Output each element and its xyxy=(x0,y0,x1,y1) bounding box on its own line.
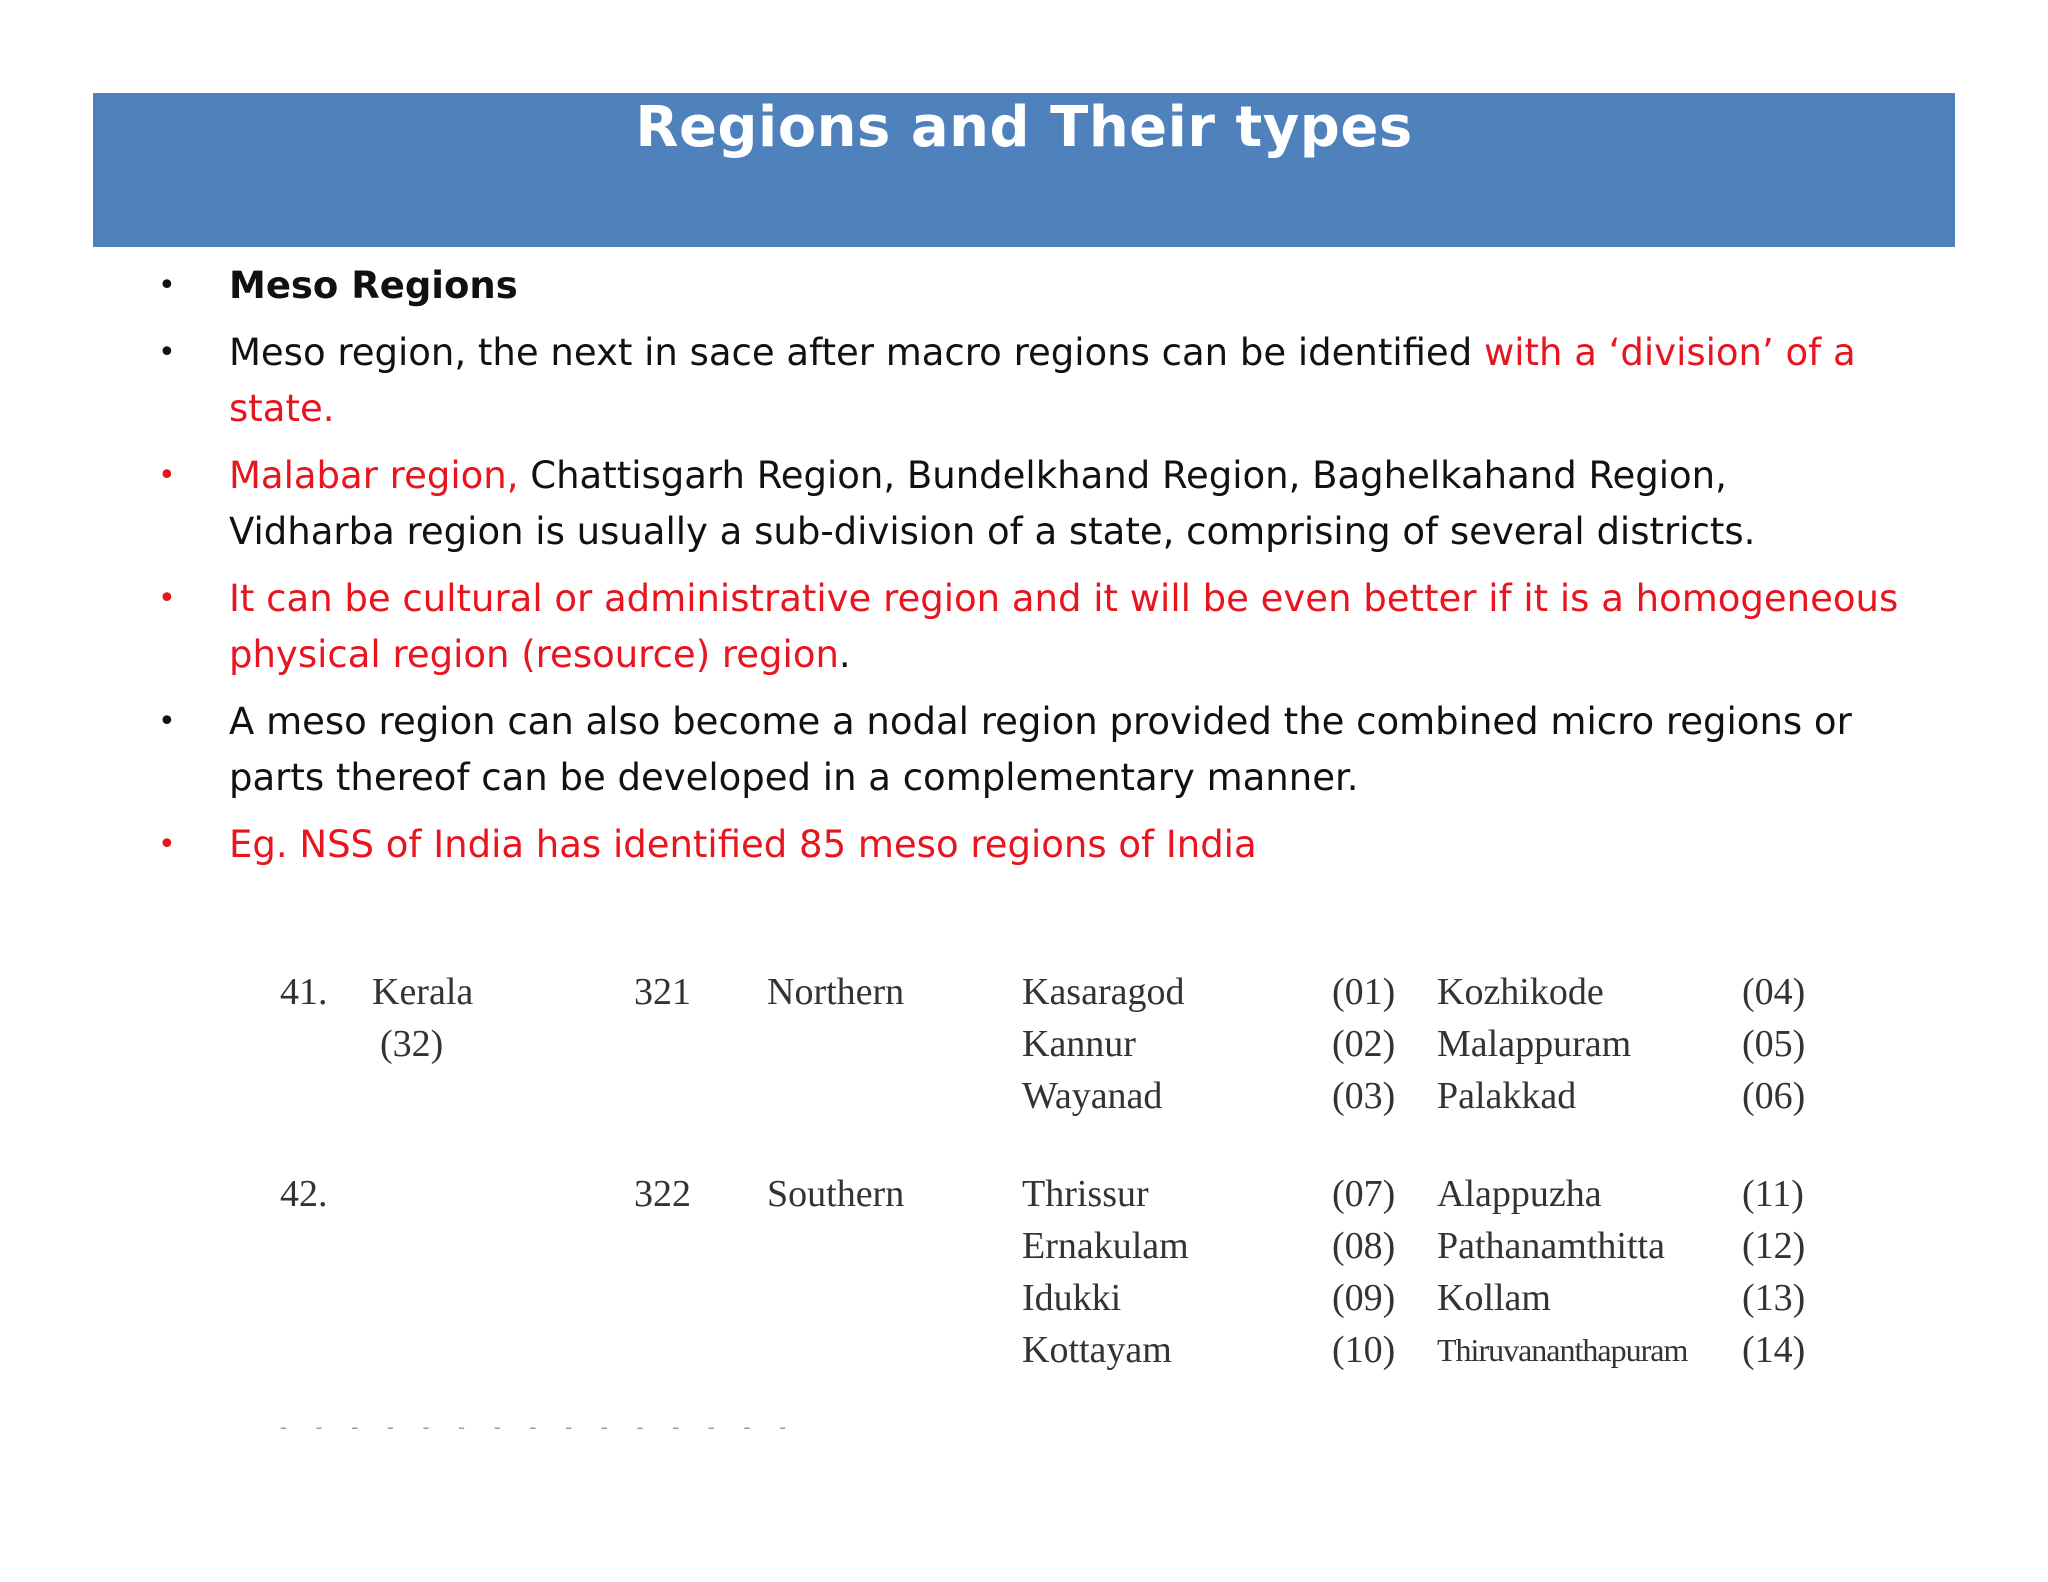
district-code: (11) xyxy=(1742,1173,1804,1215)
nss-meso-region-table xyxy=(262,966,1842,1466)
district-name: Kottayam xyxy=(1022,1329,1172,1371)
bullet-item xyxy=(150,325,1900,437)
district-code: (02) xyxy=(1332,1023,1396,1065)
bullet-dot-icon: • xyxy=(158,268,176,303)
district-name: Malappuram xyxy=(1437,1023,1632,1065)
bullet-list xyxy=(150,258,1900,884)
region-code: 322 xyxy=(634,1173,691,1215)
bullet-item xyxy=(150,694,1900,806)
district-code: (08) xyxy=(1332,1225,1396,1267)
state-name: Kerala xyxy=(372,971,474,1013)
district-name: Idukki xyxy=(1022,1277,1122,1319)
district-name: Kollam xyxy=(1437,1277,1551,1319)
state-code: (32) xyxy=(380,1023,444,1065)
district-name: Thrissur xyxy=(1022,1173,1149,1215)
district-code: (03) xyxy=(1332,1075,1396,1117)
district-name: Wayanad xyxy=(1022,1075,1163,1117)
bullet-item xyxy=(150,448,1900,560)
district-name: Kozhikode xyxy=(1437,971,1604,1013)
district-code: (05) xyxy=(1742,1023,1806,1065)
cropped-row-remnant: ‐ ‐ ‐ ‐ ‐ ‐ ‐ ‐ ‐ ‐ ‐ ‐ ‐ ‐ ‐ xyxy=(280,1416,798,1438)
district-code: (10) xyxy=(1332,1329,1396,1371)
district-code: (14) xyxy=(1742,1329,1806,1371)
district-code: (12) xyxy=(1742,1225,1806,1267)
bullet-item xyxy=(150,571,1900,683)
bullet-dot-icon: • xyxy=(158,335,176,370)
bullet-text: . xyxy=(838,633,851,676)
region-name: Northern xyxy=(767,971,905,1013)
district-code: (06) xyxy=(1742,1075,1806,1117)
serial-number: 42. xyxy=(280,1173,328,1215)
district-code: (01) xyxy=(1332,971,1396,1013)
bullet-dot-icon: • xyxy=(158,827,176,862)
bullet-text: Chattisgarh Region, Bundelkhand Region, Baghelkahand Region, Vidharba region is usually a sub-division of a state, comprising of several districts. xyxy=(229,454,1756,553)
district-name: Palakkad xyxy=(1437,1075,1577,1117)
bullet-dot-icon: • xyxy=(158,458,176,493)
bullet-dot-icon: • xyxy=(158,704,176,739)
bullet-text: Malabar region, xyxy=(229,454,531,497)
district-code: (07) xyxy=(1332,1173,1396,1215)
bullet-text: It can be cultural or administrative region and it will be even better if it is a homogeneous physical region (resource) region xyxy=(229,577,1899,676)
bullet-text: with a ‘division’ of a state. xyxy=(229,331,1856,430)
bullet-item xyxy=(150,817,1900,873)
district-name: Thiruvananthapuram xyxy=(1437,1332,1688,1368)
district-name: Kannur xyxy=(1022,1023,1136,1065)
district-name: Pathanamthitta xyxy=(1437,1225,1665,1267)
bullet-text: Eg. NSS of India has identified 85 meso regions of India xyxy=(229,823,1257,866)
bullet-dot-icon: • xyxy=(158,581,176,616)
bullet-text: A meso region can also become a nodal region provided the combined micro regions or parts thereof can be developed in a complementary manner. xyxy=(229,700,1852,799)
region-code: 321 xyxy=(634,971,691,1013)
region-name: Southern xyxy=(767,1173,905,1215)
district-code: (13) xyxy=(1742,1277,1806,1319)
district-name: Alappuzha xyxy=(1437,1173,1602,1215)
slide-title: Regions and Their types xyxy=(635,95,1413,160)
bullet-text: Meso region, the next in sace after macro regions can be identified xyxy=(229,331,1484,374)
bullet-item xyxy=(150,258,1900,314)
district-code: (09) xyxy=(1332,1277,1396,1319)
district-name: Ernakulam xyxy=(1022,1225,1189,1267)
bullet-text: Meso Regions xyxy=(229,264,518,307)
serial-number: 41. xyxy=(280,971,328,1013)
district-code: (04) xyxy=(1742,971,1806,1013)
district-name: Kasaragod xyxy=(1022,971,1185,1013)
